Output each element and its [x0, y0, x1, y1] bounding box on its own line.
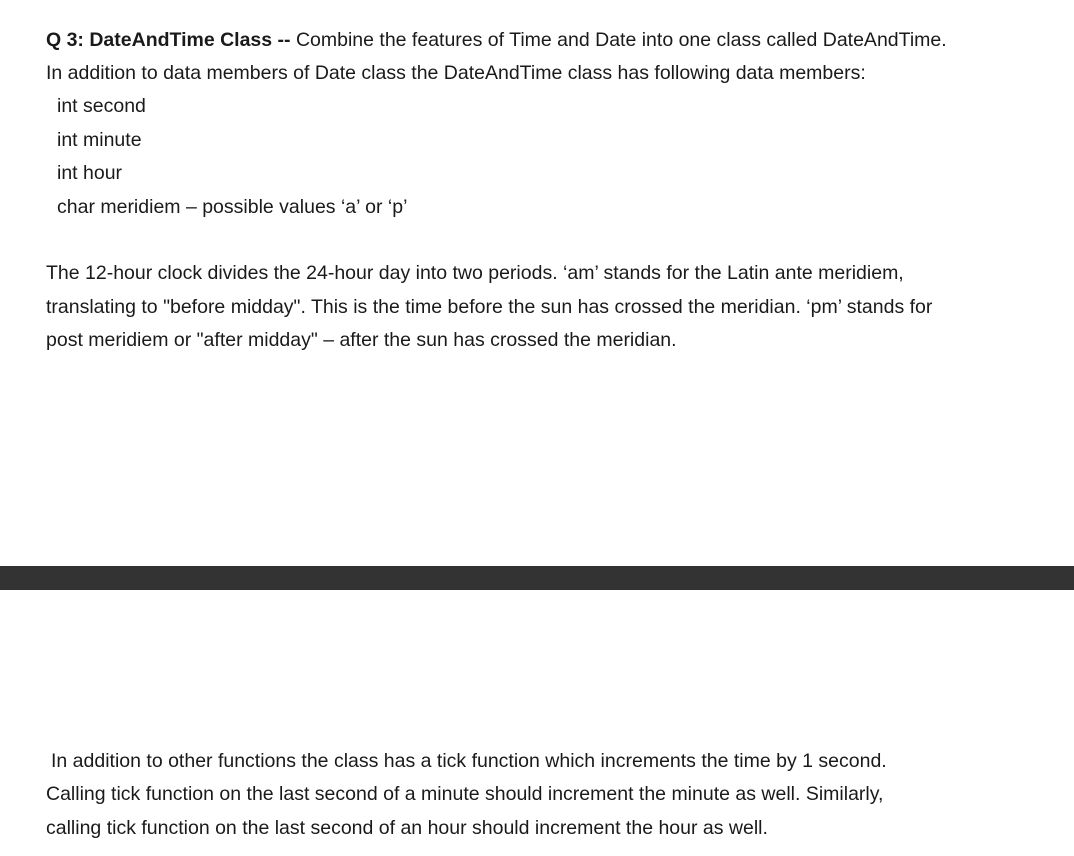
- member-item-second: int second: [57, 95, 146, 117]
- member-item-hour: int hour: [57, 162, 123, 184]
- paragraph-line: calling tick function on the last second of an hour should increment the hour as well.: [46, 817, 768, 839]
- question-title: Q 3: DateAndTime Class --: [46, 29, 291, 51]
- paragraph-line: Calling tick function on the last second of a minute should increment the minute as well. Similarly,: [46, 783, 884, 805]
- paragraph-line: post meridiem or "after midday" – after the sun has crossed the meridian.: [46, 329, 677, 351]
- question-intro: Combine the features of Time and Date into one class called DateAndTime.: [290, 29, 947, 51]
- paragraph-line: The 12-hour clock divides the 24-hour day into two periods. ‘am’ stands for the Latin ante meridiem,: [46, 262, 904, 284]
- member-item-meridiem: char meridiem – possible values ‘a’ or ‘p’: [57, 196, 408, 218]
- member-item-minute: int minute: [57, 129, 142, 151]
- paragraph-line: In addition to other functions the class has a tick function which increments the time by 1 second.: [51, 750, 887, 772]
- paragraph-line: In addition to data members of Date class the DateAndTime class has following data members:: [46, 62, 866, 84]
- page-divider: [0, 566, 1074, 590]
- question-heading: [46, 27, 947, 53]
- paragraph-line: translating to "before midday". This is the time before the sun has crossed the meridian. ‘pm’ stands for: [46, 296, 933, 318]
